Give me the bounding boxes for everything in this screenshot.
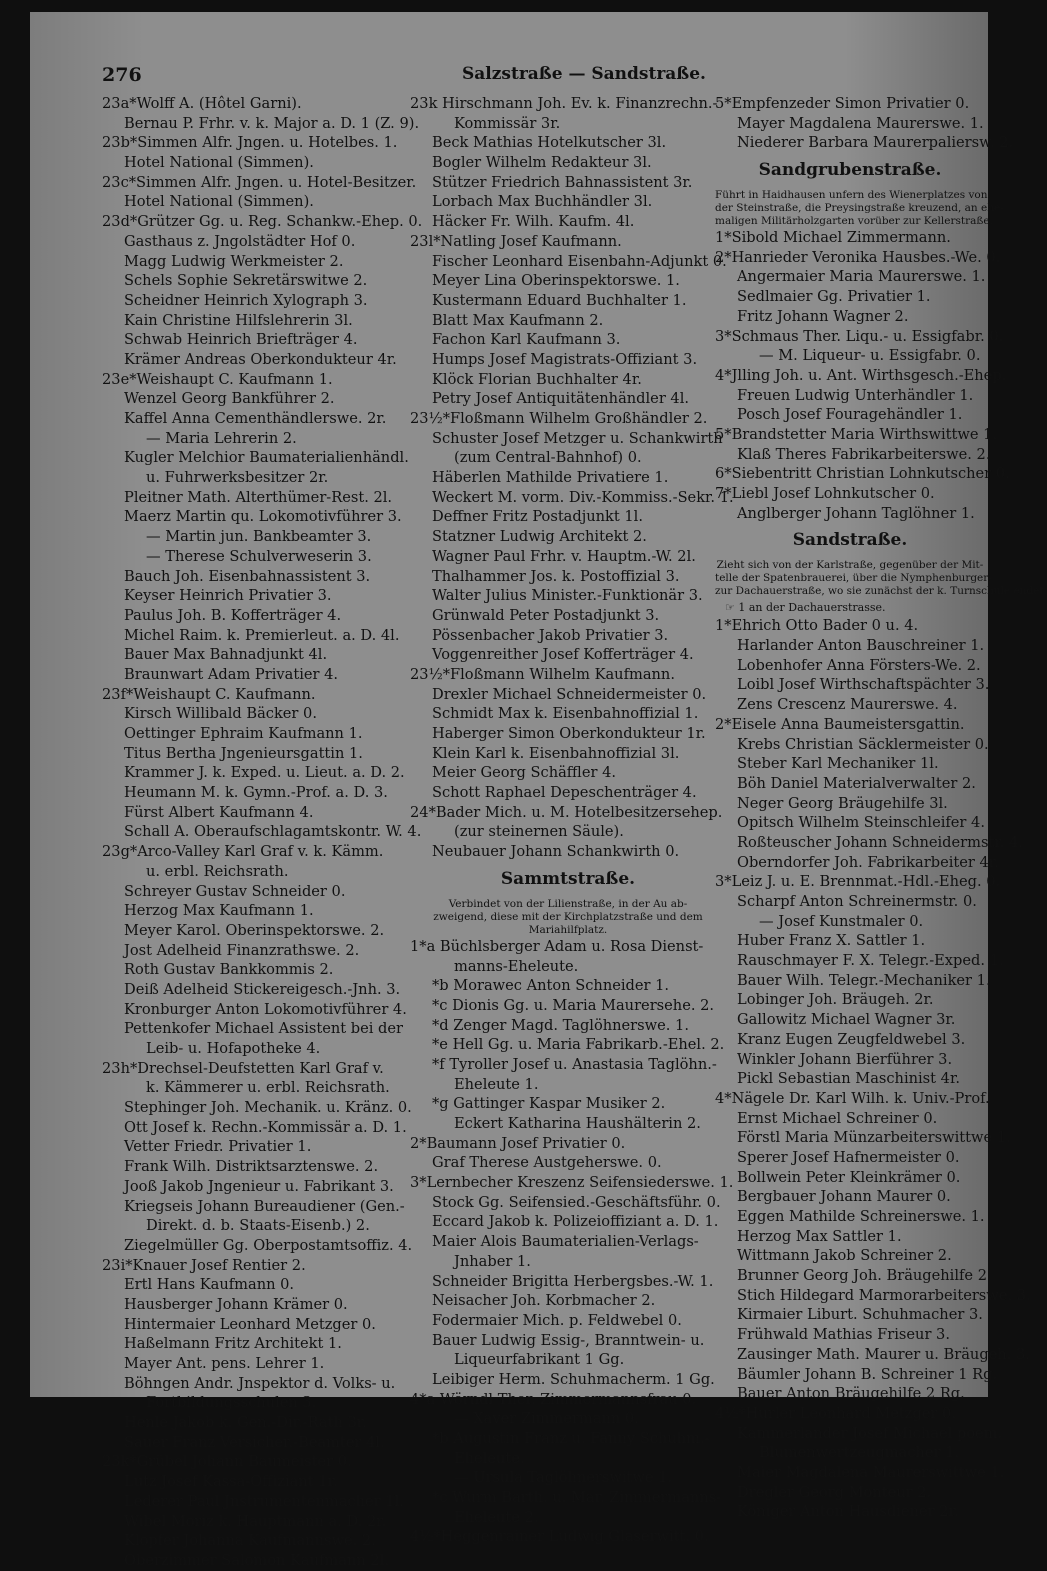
directory-entry: Humps Josef Magistrats-Offiziant 3.: [432, 350, 698, 368]
directory-entry: Statzner Ludwig Architekt 2.: [432, 528, 647, 546]
directory-entry: Weckert M. vorm. Div.-Kommiss.-Sekr. 1.: [432, 488, 734, 506]
directory-entry: Mayer Magdalena Maurerswe. 1.: [737, 114, 984, 132]
directory-entry: Mayer Ant. pens. Lehrer 1.: [124, 1355, 325, 1372]
directory-entry: Blatt Max Kaufmann 2.: [432, 311, 604, 329]
directory-entry: 24*Bader Mich. u. M. Hotelbesitzersehep.: [410, 803, 723, 821]
directory-entry: 5*Empfenzeder Simon Privatier 0.: [715, 95, 970, 112]
directory-entry: 6*Siebentritt Christian Lohnkutscher 0.: [715, 465, 1010, 483]
directory-entry: u. Fuhrwerksbesitzer 2r.: [146, 469, 329, 487]
directory-entry: Ernst Michael Schreiner 0.: [737, 1109, 938, 1127]
column-left: [102, 94, 432, 1571]
street-heading: Sandgrubenstraße.: [758, 160, 942, 181]
directory-entry: Klopfer Johanna Kaufmannswe. 2.: [124, 1532, 376, 1550]
directory-entry: — Ursula Taglöhnerswitwe 1.: [454, 1469, 673, 1487]
directory-entry: Oettinger Ephraim Kaufmann 1.: [124, 725, 363, 742]
directory-entry: Bauch Joh. Eisenbahnassistent 3.: [124, 567, 371, 585]
directory-entry: Drexler Michael Schneidermeister 0.: [432, 685, 707, 703]
directory-entry: Ertl Hans Kaufmann 0.: [124, 1276, 295, 1294]
directory-entry: Fodermaier Mich. p. Feldwebel 0.: [432, 1311, 682, 1329]
directory-entry: Bauer Wilh. Telegr.-Mechaniker 1.: [737, 971, 991, 989]
directory-entry: Meyer Lina Oberinspektorswe. 1.: [432, 272, 680, 290]
directory-entry: Stützer Friedrich Bahnassistent 3r.: [432, 173, 693, 191]
directory-entry: 23k Hirschmann Joh. Ev. k. Finanzrechn.-: [410, 95, 718, 112]
directory-entry: 7*Liebl Josef Lohnkutscher 0.: [715, 485, 935, 502]
directory-entry: Herzog Max Kaufmann 1.: [124, 902, 314, 920]
directory-entry: Kirmaier Liburt. Schuhmacher 3.: [737, 1306, 983, 1324]
directory-entry: Neubauer Johann Schankwirth 0.: [432, 843, 680, 861]
street-description: zur Dachauerstraße, wo sie zunächst der k. Turnschule endet.: [715, 585, 1047, 598]
directory-entry: Lobenhofer Anna Försters-We. 2.: [737, 656, 981, 674]
directory-entry: Schwab Heinrich Briefträger 4.: [124, 331, 358, 349]
directory-entry: Neisacher Joh. Korbmacher 2.: [432, 1292, 656, 1310]
directory-entry: 4½*Hurler Leonhard Metzger 0.: [715, 1404, 956, 1422]
directory-entry: Hotel National (Simmen).: [124, 154, 314, 172]
directory-entry: Bauer Anton Bräugehilfe 2 Rg.: [737, 1385, 965, 1403]
directory-entry: Magg Ludwig Werkmeister 2.: [124, 252, 344, 270]
directory-entry: Klöck Florian Buchhalter 4r.: [432, 370, 642, 388]
directory-entry: Meier Georg Schäffler 4.: [432, 764, 617, 782]
directory-entry: Steber Karl Mechaniker 1l.: [737, 755, 939, 773]
directory-entry: Wenzel Georg Bankführer 2.: [124, 390, 335, 408]
directory-entry: Kommissär 3r.: [454, 114, 561, 132]
directory-entry: Fritz Johann Wagner 2.: [737, 307, 909, 325]
directory-entry: 23k*Grübel Johann Baumeister 0.: [102, 1453, 352, 1471]
directory-entry: — Maria Lehrerin 2.: [146, 429, 297, 447]
directory-entry: *g Gattinger Kaspar Musiker 2.: [432, 1095, 666, 1113]
directory-entry: Pettenkofer Michael Assistent bei der: [124, 1020, 403, 1038]
directory-entry: Scharpf Anton Schreinermstr. 0.: [737, 893, 977, 910]
directory-entry: Förstl Maria Münzarbeiterswittwe 1.: [737, 1129, 1011, 1147]
directory-entry: Jnhaber 1.: [454, 1252, 531, 1270]
directory-entry: 23e*Weishaupt C. Kaufmann 1.: [102, 370, 333, 388]
street-description: Mariahilfplatz.: [528, 923, 608, 936]
directory-entry: Roßteuscher Johann Schneidermstr. 4.: [737, 833, 1023, 851]
directory-entry: Deiß Adelheid Stickereigesch.-Jnh. 3.: [124, 980, 401, 998]
directory-entry: Beck Mathias Hotelkutscher 3l.: [432, 134, 667, 152]
directory-entry: — Xaver Zimmermann 0.: [454, 1410, 639, 1428]
directory-entry: 2*Hanrieder Veronika Hausbes.-We. 0.: [715, 248, 1001, 266]
directory-entry: Bäumler Johann B. Schreiner 1 Rg.: [737, 1365, 998, 1383]
directory-entry: Leibiger Herm. Schuhmacherm. 1 Gg.: [432, 1370, 715, 1388]
directory-entry: Bergbauer Johann Maurer 0.: [737, 1188, 951, 1206]
directory-entry: Kranz Eugen Zeugfeldwebel 3.: [737, 1030, 966, 1048]
directory-entry: 1*Ehrich Otto Bader 0 u. 4.: [715, 617, 919, 635]
directory-entry: *c Dionis Gg. u. Maria Maurersehe. 2.: [432, 996, 715, 1014]
directory-entry: Braunwart Adam Privatier 4.: [124, 665, 339, 683]
directory-entry: Brunner Georg Joh. Bräugehilfe 2.: [737, 1267, 992, 1285]
street-heading: Sandstraße.: [792, 530, 908, 551]
directory-entry: Vetter Friedr. Privatier 1.: [124, 1138, 312, 1156]
directory-entry: Schuster Josef Metzger u. Schankwirth: [432, 429, 723, 447]
directory-entry: Sauer Franz Versicher.-Beamter 4l.: [124, 1433, 385, 1451]
directory-entry: Deffner Fritz Postadjunkt 1l.: [432, 508, 643, 526]
directory-entry: Fortbildungsschulen 3.: [146, 1394, 317, 1412]
directory-entry: Paulus Joh. B. Kofferträger 4.: [124, 606, 342, 624]
directory-entry: Anglberger Johann Taglöhner 1.: [737, 504, 975, 522]
directory-entry: Schott Raphael Depeschenträger 4.: [432, 784, 697, 802]
street-description: zweigend, diese mit der Kirchplatzstraße und dem: [433, 910, 703, 923]
directory-entry: 23f*Weishaupt C. Kaufmann.: [102, 685, 316, 703]
directory-entry: Graf Therese Austgeherswe. 0.: [432, 1154, 662, 1172]
directory-entry: Schreyer Gustav Schneider 0.: [124, 882, 346, 900]
directory-entry: Bollwein Peter Kleinkrämer 0.: [737, 1168, 961, 1186]
directory-entry: Fachon Karl Kaufmann 3.: [432, 331, 621, 349]
street-description: Verbindet von der Lilienstraße, in der Au ab-: [448, 897, 688, 910]
directory-entry: Schels Sophie Sekretärswitwe 2.: [124, 272, 368, 290]
directory-entry: Fürst Albert Kaufmann 4.: [124, 803, 314, 821]
directory-entry: Niederer Barbara Maurerpaliersw. 2.: [737, 134, 1014, 152]
directory-entry: Neger Georg Bräugehilfe 3l.: [737, 794, 948, 812]
street-description: der Steinstraße, die Preysingstraße kreuzend, an ehe-: [715, 202, 1004, 215]
house-number-note: ☞ 1 an der Dachauerstrasse.: [725, 601, 886, 615]
directory-entry: Böhngen Andr. Jnspektor d. Volks- u.: [124, 1374, 396, 1392]
directory-page: [30, 12, 1047, 1569]
directory-entry: Maier Magdalena Maurerswittwe 1.: [737, 1463, 1005, 1481]
street-description: maligen Militärholzgarten vorüber zur Kellerstraße.: [715, 215, 993, 228]
directory-entry: Direkt. d. b. Staats-Eisenb.) 2.: [146, 1217, 370, 1235]
directory-entry: Eheleute 2.: [454, 1508, 539, 1526]
directory-entry: 4*a Wörndl Ther. Zimmermannsfrau 0.: [410, 1390, 697, 1408]
directory-entry: Königer Anton Hausdiener 2r.: [737, 1503, 959, 1521]
directory-entry: 3*Lernbecher Kreszenz Seifensiederswe. 1.: [410, 1174, 734, 1192]
directory-entry: Herzog Max Sattler 1.: [737, 1227, 902, 1245]
directory-entry: Bauer Max Bahnadjunkt 4l.: [124, 646, 328, 664]
directory-entry: 23½*Floßmann Wilhelm Kaufmann.: [410, 665, 675, 683]
directory-entry: Krammer J. k. Exped. u. Lieut. a. D. 2.: [124, 764, 405, 782]
directory-entry: Freuen Ludwig Unterhändler 1.: [737, 386, 974, 404]
directory-entry: Hotel National (Simmen).: [124, 193, 314, 211]
directory-entry: Posch Josef Fouragehändler 1.: [737, 406, 963, 424]
directory-entry: Scheidner Heinrich Xylograph 3.: [124, 291, 368, 309]
directory-entry: Jost Adelheid Finanzrathswe. 2.: [124, 941, 360, 959]
directory-entry: Titus Bertha Jngenieursgattin 1.: [124, 744, 363, 762]
directory-entry: Ziegelmüller Gg. Oberpostamtsoffiz. 4.: [124, 1236, 413, 1254]
directory-entry: Häberlen Mathilde Privatiere 1.: [432, 469, 669, 487]
street-description: Führt in Haidhausen unfern des Wienerplatzes von: [715, 189, 988, 202]
directory-entry: Angermaier Maria Maurerswe. 1.: [737, 268, 986, 286]
street-description: Zieht sich von der Karlstraße, gegenüber der Mit-: [716, 559, 984, 572]
directory-entry: 23g*Arco-Valley Karl Graf v. k. Kämm.: [102, 843, 384, 861]
directory-entry: 23b*Simmen Alfr. Jngen. u. Hotelbes. 1.: [102, 134, 398, 152]
directory-entry: Wibel Moriz k. Hauptmann a. D. 2r.: [124, 1512, 387, 1530]
directory-entry: 4*Jlling Joh. u. Ant. Wirthsgesch.-Ehep.: [715, 366, 1007, 384]
directory-entry: 5*Brandstetter Maria Wirthswittwe 1.: [715, 425, 998, 443]
directory-entry: — Therese Schulverweserin 3.: [146, 547, 372, 565]
directory-entry: 23h*Drechsel-Deufstetten Karl Graf v.: [102, 1059, 384, 1077]
directory-entry: — Josef Kunstmaler 0.: [759, 912, 924, 930]
directory-entry: Oberndorfer Joh. Fabrikarbeiter 4r.: [737, 853, 999, 871]
directory-entry: k. Kämmerer u. erbl. Reichsrath.: [146, 1079, 390, 1097]
directory-entry: Maerz Martin qu. Lokomotivführer 3.: [124, 508, 402, 526]
directory-entry: 4½*Heggenrainer Ludwig Glaserwitt. 0.: [410, 1528, 709, 1546]
directory-entry: Sedlmaier Gg. Privatier 1.: [737, 288, 931, 306]
directory-entry: Henle Jakob k. Gen.-Dir.-Rath 3r.: [124, 1414, 367, 1432]
directory-entry: Gallowitz Michael Wagner 3r.: [737, 1011, 956, 1029]
directory-entry: Oberzimmer Salomon Kaufmann 2l.: [124, 1551, 389, 1569]
directory-entry: Blumenwertzeugmacher 1.: [759, 1444, 959, 1462]
directory-entry: — M. Liqueur- u. Essigfabr. 0.: [759, 347, 981, 365]
directory-entry: Eheleute 1.: [454, 1075, 539, 1093]
directory-entry: Krämer Andreas Oberkondukteur 4r.: [124, 350, 397, 368]
directory-entry: 1*a Büchlsberger Adam u. Rosa Dienst-: [410, 937, 704, 955]
page-header: [102, 64, 982, 94]
directory-entry: 23a*Wolff A. (Hôtel Garni).: [102, 95, 302, 112]
directory-entry: Huber Franz X. Sattler 1.: [737, 932, 926, 950]
directory-entry: 23½*Floßmann Wilhelm Großhändler 2.: [410, 410, 708, 427]
directory-entry: Kaffel Anna Cementhändlerswe. 2r.: [124, 410, 387, 427]
directory-entry: Eccard Jakob k. Polizeioffiziant a. D. 1.: [432, 1213, 719, 1231]
directory-entry: 23i*Knauer Josef Rentier 2.: [102, 1256, 306, 1274]
directory-entry: Fischer Leonhard Eisenbahn-Adjunkt 0.: [432, 252, 727, 270]
directory-entry: *d Zenger Magd. Taglöhnerswe. 1.: [432, 1016, 689, 1034]
directory-entry: Stich Hildegard Marmorarbeiterswe. 3.: [737, 1286, 1031, 1304]
directory-entry: Rauschmayer F. X. Telegr.-Exped. 1.: [737, 952, 1004, 970]
directory-entry: 23d*Grützer Gg. u. Reg. Schankw.-Ehep. 0.: [102, 213, 423, 231]
directory-entry: Klaß Theres Fabrikarbeiterswe. 2.: [737, 445, 991, 463]
directory-entry: Jooß Jakob Jngenieur u. Fabrikant 3.: [124, 1177, 394, 1195]
directory-entry: Gasthaus z. Jngolstädter Hof 0.: [124, 232, 356, 250]
page-title: Salzstraße — Sandstraße.: [462, 64, 706, 84]
directory-entry: Haßelmann Fritz Architekt 1.: [124, 1335, 342, 1353]
directory-entry: Meyer Karol. Oberinspektorswe. 2.: [124, 921, 385, 939]
directory-entry: Hintermaier Leonhard Metzger 0.: [124, 1315, 376, 1333]
directory-entry: 3*Leiz J. u. E. Brennmat.-Hdl.-Eheg. 0.: [715, 873, 1001, 891]
directory-entry: Stock Gg. Seifensied.-Geschäftsführ. 0.: [432, 1193, 721, 1211]
directory-entry: Opitsch Wilhelm Steinschleifer 4.: [737, 814, 985, 832]
directory-entry: *e Hell Gg. u. Maria Fabrikarb.-Ehel. 2.: [432, 1036, 725, 1054]
directory-entry: Roth Gustav Bankkommis 2.: [124, 961, 334, 979]
directory-entry: Loibl Josef Wirthschaftspächter 3.: [737, 676, 990, 694]
directory-entry: Sperer Josef Hafnermeister 0.: [737, 1148, 960, 1166]
directory-entry: 23l*Natling Josef Kaufmann.: [410, 232, 622, 250]
directory-entry: Zausinger Math. Maurer u. Bräugeh. 3.: [737, 1345, 1030, 1363]
directory-entry: *f Tyroller Josef u. Anastasia Taglöhn.-: [432, 1055, 717, 1073]
directory-entry: Frühwald Mathias Friseur 3.: [737, 1326, 950, 1344]
column-right: [715, 94, 1047, 1522]
directory-entry: Liqueurfabrikant 1 Gg.: [454, 1351, 625, 1369]
directory-entry: Häcker Fr. Wilh. Kaufm. 4l.: [432, 213, 635, 231]
directory-entry: Pössenbacher Jakob Privatier 3.: [432, 626, 669, 644]
directory-entry: Keyser Heinrich Privatier 3.: [124, 587, 332, 605]
directory-entry: *b Morawec Anton Schneider 1.: [432, 977, 670, 995]
directory-entry: Kriegseis Johann Bureaudiener (Gen.-: [124, 1197, 405, 1215]
directory-entry: Kustermann Eduard Buchhalter 1.: [432, 291, 687, 309]
directory-entry: *b Augustin Franz u. Fanny Schuhm.-: [432, 1430, 710, 1447]
directory-entry: (zum Central-Bahnhof) 0.: [454, 449, 642, 467]
directory-entry: Stephinger Joh. Mechanik. u. Kränz. 0.: [124, 1099, 412, 1117]
directory-entry: Wagner Paul Frhr. v. Hauptm.-W. 2l.: [432, 547, 696, 565]
directory-entry: Michel Raim. k. Premierleut. a. D. 4l.: [124, 626, 400, 644]
directory-entry: Winkler Johann Bierführer 3.: [737, 1050, 953, 1068]
directory-entry: Zens Crescenz Maurerswe. 4.: [737, 696, 958, 714]
directory-entry: Heumann M. k. Gymn.-Prof. a. D. 3.: [124, 784, 388, 802]
directory-entry: Schall A. Oberaufschlagamtskontr. W. 4.: [124, 823, 422, 841]
directory-entry: Bogler Wilhelm Redakteur 3l.: [432, 154, 652, 172]
directory-entry: — Martin jun. Bankbeamter 3.: [146, 528, 372, 546]
directory-entry: Kronburger Anton Lokomotivführer 4.: [124, 1000, 407, 1018]
directory-entry: 2*Eisele Anna Baumeistersgattin.: [715, 715, 965, 733]
directory-entry: Lorbach Max Buchhändler 3l.: [432, 193, 653, 211]
directory-entry: 3*Schmaus Ther. Liqu.- u. Essigfabr. 0.: [715, 327, 1004, 345]
directory-entry: Grünwald Peter Postadjunkt 3.: [432, 606, 660, 624]
directory-entry: Kain Christine Hilfslehrerin 3l.: [124, 311, 353, 329]
directory-entry: Maier Alois Baumaterialien-Verlags-: [432, 1233, 699, 1251]
directory-entry: Haberger Simon Oberkondukteur 1r.: [432, 725, 706, 742]
directory-entry: Lutz Josef Kassa-Offiziant 1r.: [124, 1473, 338, 1491]
directory-entry: Frank Wilh. Distriktsarztenswe. 2.: [124, 1158, 379, 1176]
directory-entry: Kugler Melchior Baumaterialienhändl.: [124, 449, 409, 467]
directory-entry: 1*Sibold Michael Zimmermann.: [715, 229, 951, 247]
directory-entry: Krebs Christian Säcklermeister 0.: [737, 735, 989, 753]
directory-entry: Eckert Katharina Haushälterin 2.: [454, 1115, 701, 1132]
directory-entry: Lobinger Joh. Bräugeh. 2r.: [737, 991, 934, 1009]
directory-entry: Leib- u. Hofapotheke 4.: [146, 1040, 321, 1057]
directory-entry: Harlander Anton Bauschreiner 1.: [737, 637, 985, 655]
directory-entry: 2*Baumann Josef Privatier 0.: [410, 1134, 626, 1152]
directory-entry: Kammerlander Josef Michael poem.: [737, 1424, 1003, 1442]
directory-entry: 23c*Simmen Alfr. Jngen. u. Hotel-Besitzer.: [102, 173, 417, 191]
street-description: telle der Spatenbrauerei, über die Nymphenburger-: [715, 572, 992, 585]
directory-entry: Wittmann Jakob Schreiner 2.: [737, 1247, 952, 1265]
directory-entry: Bauer Ludwig Essig-, Branntwein- u.: [432, 1331, 705, 1349]
directory-entry: (zur steinernen Säule).: [454, 823, 624, 841]
directory-entry: Walter Julius Minister.-Funktionär 3.: [432, 587, 703, 605]
directory-entry: Eheleute.: [454, 1449, 525, 1467]
directory-entry: u. erbl. Reichsrath.: [146, 862, 289, 880]
directory-entry: Pickl Sebastian Maschinist 4r.: [737, 1070, 960, 1088]
directory-entry: Voggenreither Josef Kofferträger 4.: [432, 646, 694, 664]
directory-entry: Bernau P. Frhr. v. k. Major a. D. 1 (Z. 9).: [124, 114, 420, 132]
directory-entry: 4*Nägele Dr. Karl Wilh. k. Univ.-Prof.: [715, 1089, 990, 1107]
directory-entry: Lederer Paul Jnstrumentenmacher 1l.: [124, 1492, 404, 1510]
directory-entry: Kirsch Willibald Bäcker 0.: [124, 705, 317, 723]
directory-entry: Schmidt Max k. Eisenbahnoffizial 1.: [432, 705, 699, 723]
directory-entry: Hausberger Johann Krämer 0.: [124, 1295, 348, 1313]
directory-entry: Eggen Mathilde Schreinerswe. 1.: [737, 1208, 985, 1225]
directory-entry: Böh Daniel Materialverwalter 2.: [737, 774, 976, 792]
directory-entry: *c Wurm Barth. u. Mar. Zimmermanns-: [432, 1489, 722, 1507]
directory-entry: Petry Josef Antiquitätenhändler 4l.: [432, 390, 690, 408]
directory-entry: Dregler Georg Monteur 2.: [737, 1483, 932, 1501]
column-middle: [410, 94, 734, 1547]
page-number: 276: [102, 64, 142, 86]
directory-entry: Pleitner Math. Alterthümer-Rest. 2l.: [124, 488, 393, 506]
directory-entry: Thalhammer Jos. k. Postoffizial 3.: [432, 567, 680, 585]
street-heading: Sammtstraße.: [500, 868, 636, 889]
directory-entry: Schneider Brigitta Herbergsbes.-W. 1.: [432, 1272, 714, 1290]
directory-entry: Ott Josef k. Rechn.-Kommissär a. D. 1.: [124, 1118, 407, 1136]
directory-entry: Klein Karl k. Eisenbahnoffizial 3l.: [432, 744, 680, 762]
directory-entry: manns-Eheleute.: [454, 957, 579, 975]
